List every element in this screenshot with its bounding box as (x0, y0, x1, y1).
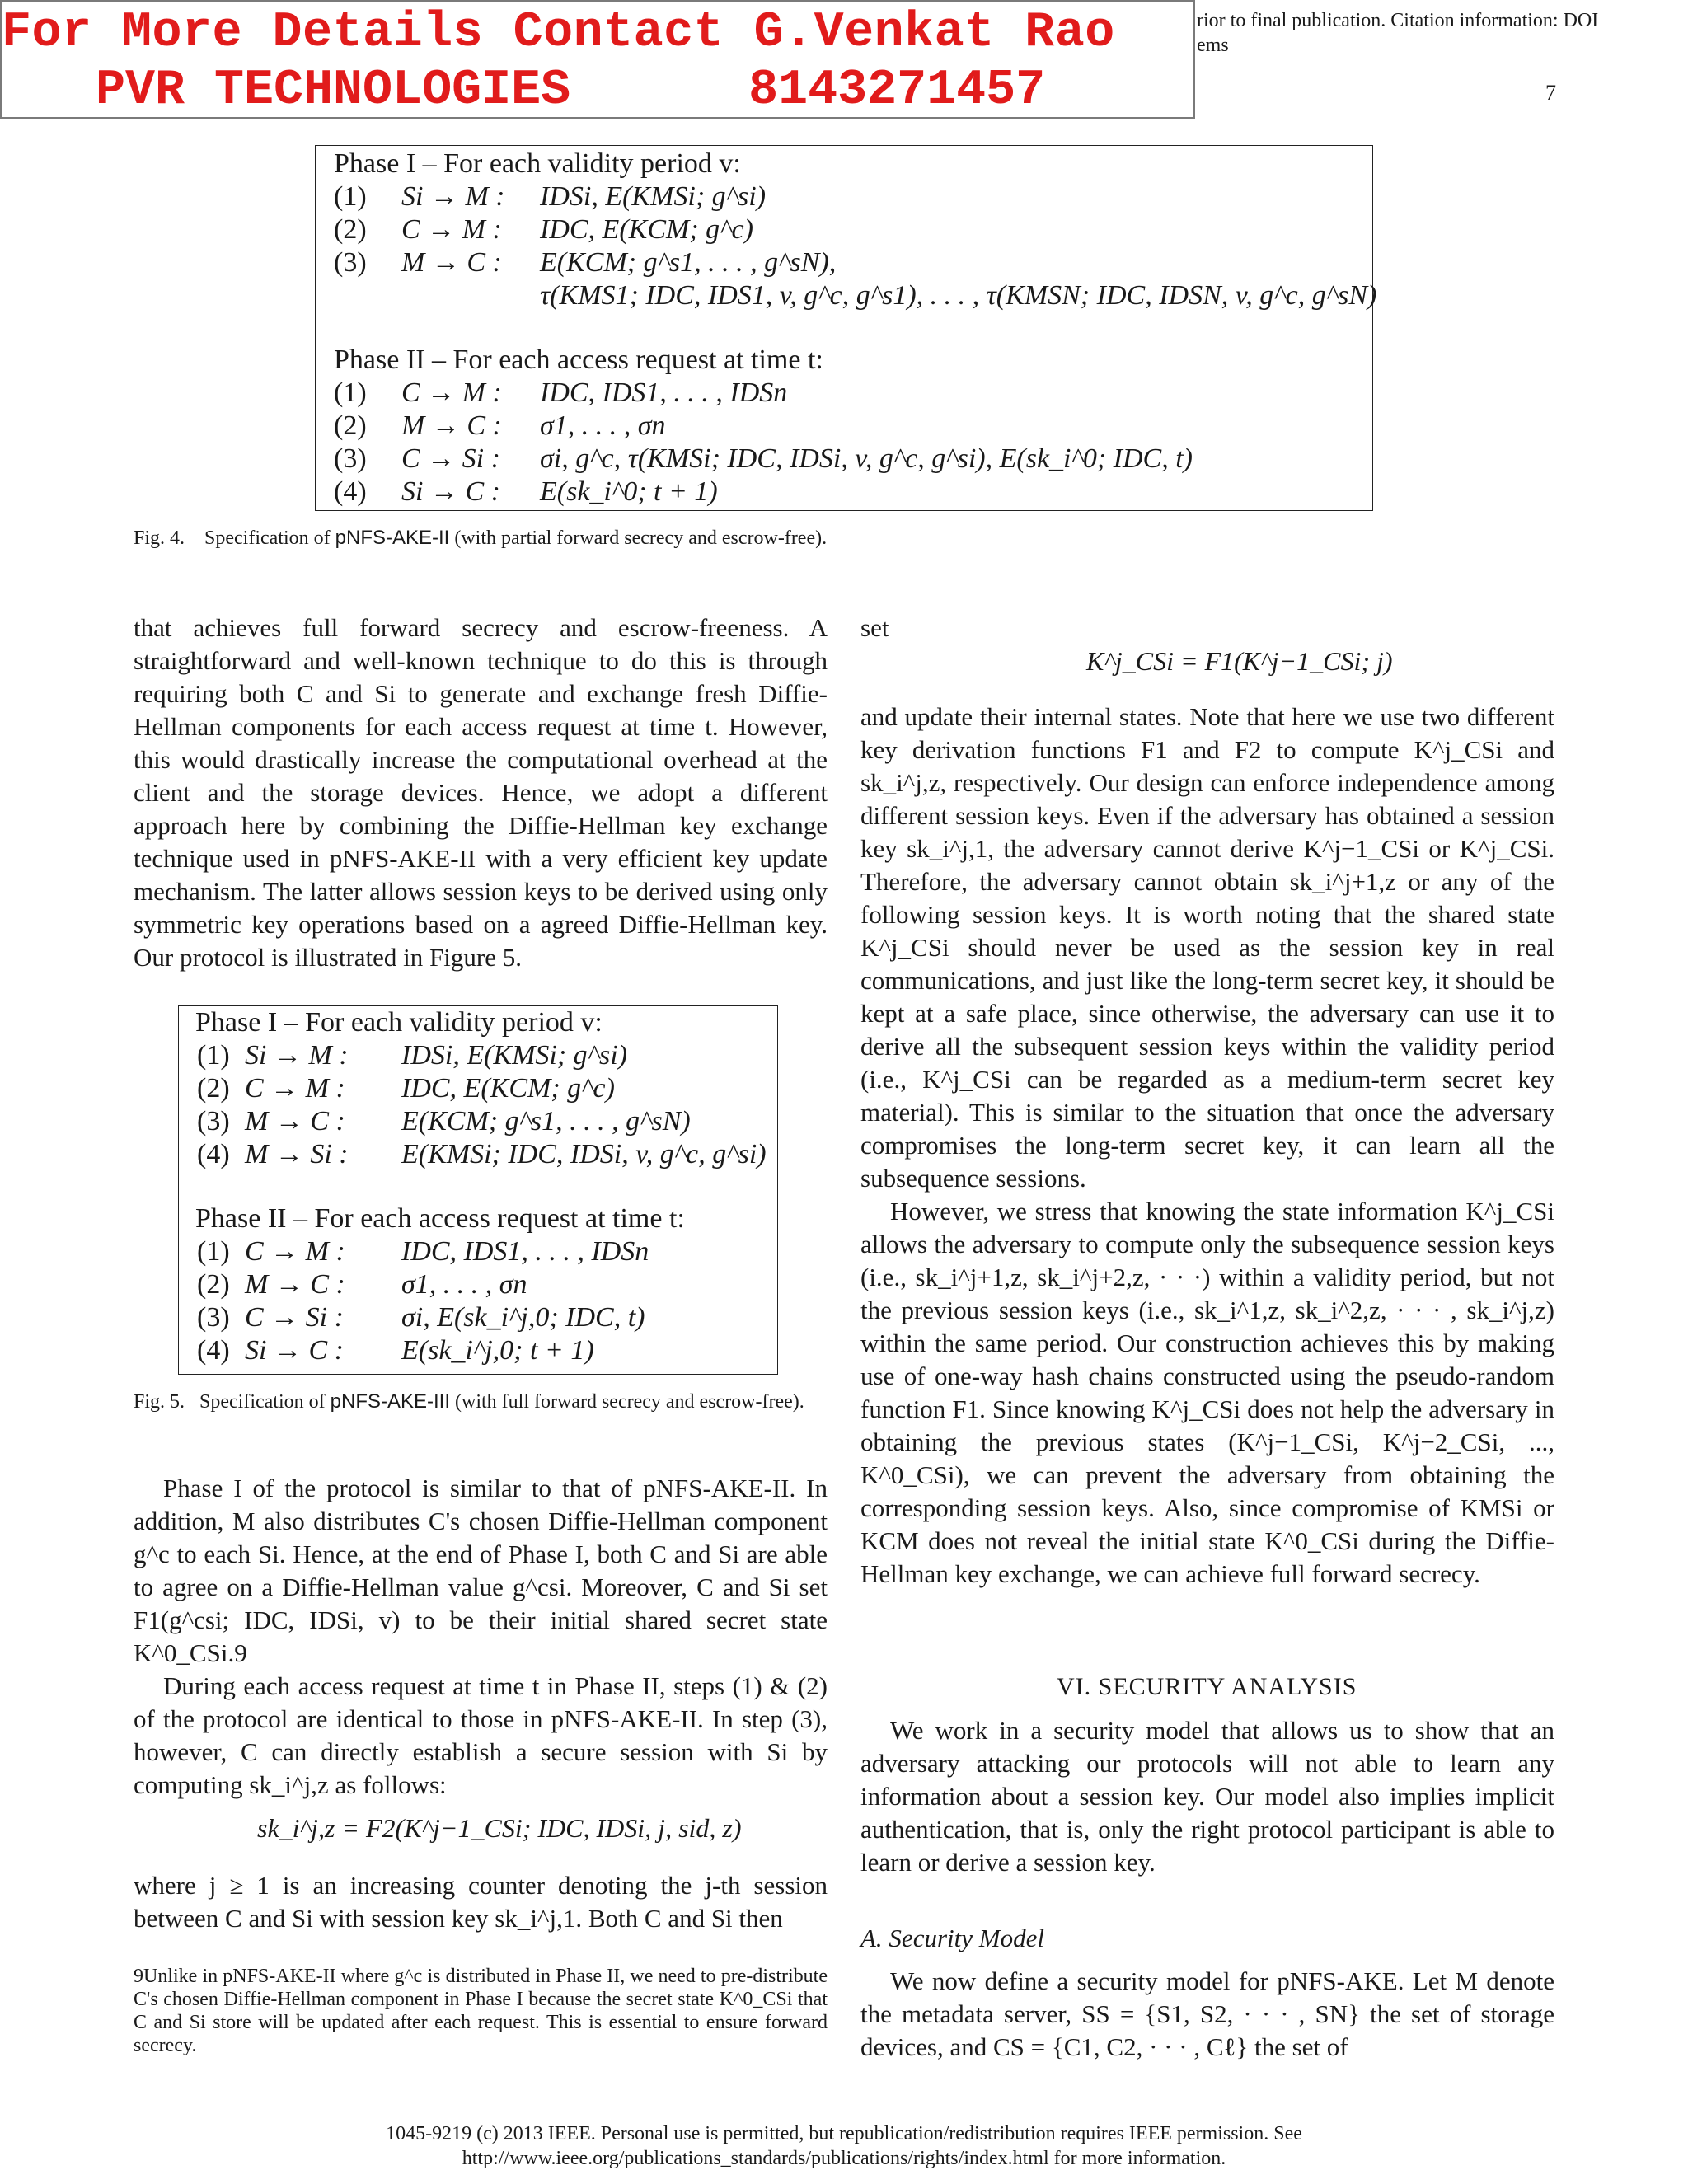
left-column-paragraph-1: that achieves full forward secrecy and escrow-freeness. A straightforward and well-known technique to do this is through requiring both C and Si to generate and exchange fresh Diffie-Hellman components for each access request at time t. However, this would drastically increase the computational overhead at the client and the storage devices. Hence, we adopt a different approach here by combining the Diffie-Hellman key exchange technique used in pNFS-AKE-II with a very efficient key update mechanism. The latter allows session keys to be derived using only symmetric key operations based on a agreed Diffie-Hellman key. Our protocol is illustrated in Figure 5. (134, 613, 828, 972)
fig5-phase1-message-1: IDSi, E(KMSi; g^si) (401, 1040, 628, 1071)
fig5-phase1-step-3: M → C : (245, 1106, 345, 1137)
page-number: 7 (1545, 81, 1556, 105)
section-heading: VI. SECURITY ANALYSIS (1057, 1673, 1357, 1700)
fig4-phase1-number-2: (2) (334, 214, 367, 245)
figure-5-box (178, 1005, 778, 1375)
fig4-phase1-number-3: (3) (334, 247, 367, 278)
fig5-phase1-message-4: E(KMSi; IDC, IDSi, v, g^c, g^si) (401, 1139, 767, 1169)
right-column-paragraph-4: We now define a security model for pNFS-AKE. Let M denote the metadata server, SS = {S1, S2, · · · , SN} the set of storage devices, and CS = {C1, C2, · · · , Cℓ} the set of (860, 1966, 1554, 2061)
right-column-paragraph-1: and update their internal states. Note that here we use two different key derivation functions F1 and F2 to compute K^j_CSi and sk_i^j,z, respectively. Our design can enforce independence among different session keys. Even if the adversary has obtained a session key sk_i^j,1, the adversary cannot derive K^j−1_CSi or K^j_CSi. Therefore, the adversary cannot obtain sk_i^j+1,z or any of the following session keys. It is worth noting that the shared state K^j_CSi should never be used as the session key in real communications, and just like the long-term secret key, it should be kept at a safe place, since otherwise, the adversary can use it to derive all the subsequent session keys within the validity period (i.e., K^j_CSi can be regarded as a medium-term secret key material). This is similar to the situation that once the adversary compromises the long-term secret key, it can learn all the subsequence sessions. (860, 702, 1554, 1193)
right-column-set: set (860, 613, 889, 642)
fig4-phase2-message-4: E(sk_i^0; t + 1) (540, 476, 718, 507)
fig4-phase2-message-1: IDC, IDS1, . . . , IDSn (540, 377, 788, 408)
fig5-phase1-number-4: (4) (197, 1139, 230, 1169)
fig5-phase1-title: Phase I – For each validity period v: (195, 1007, 603, 1038)
fig4-phase2-message-3: σi, g^c, τ(KMSi; IDC, IDSi, v, g^c, g^si), E(sk_i^0; IDC, t) (540, 443, 1193, 474)
figure-5-caption: Fig. 5. Specification of pNFS-AKE-III (with full forward secrecy and escrow-free). (134, 1390, 804, 1413)
fig5-phase1-number-1: (1) (197, 1040, 230, 1071)
fig5-phase2-number-2: (2) (197, 1269, 230, 1300)
fig5-phase2-step-2: M → C : (245, 1269, 345, 1300)
banner-line-2: PVR TECHNOLOGIES 8143271457 (96, 63, 1046, 119)
banner-line-1: For More Details Contact G.Venkat Rao (2, 5, 1115, 61)
fig5-phase2-message-2: σ1, . . . , σn (401, 1269, 528, 1300)
figure-4-caption: Fig. 4. Specification of pNFS-AKE-II (with partial forward secrecy and escrow-free). (134, 527, 828, 549)
fig5-phase1-number-2: (2) (197, 1073, 230, 1104)
left-column-paragraph-2: Phase I of the protocol is similar to that of pNFS-AKE-II. In addition, M also distributes C's chosen Diffie-Hellman component g^c to each Si. Hence, at the end of Phase I, both C and Si are able to agree on a Diffie-Hellman value g^csi. Moreover, C and Si set F1(g^csi; IDC, IDSi, v) to be their initial shared secret state K^0_CSi.9 (134, 1474, 828, 1667)
fig5-phase2-title: Phase II – For each access request at time t: (195, 1203, 685, 1234)
contact-banner (0, 0, 1195, 119)
fig5-phase1-message-3: E(KCM; g^s1, . . . , g^sN) (401, 1106, 691, 1137)
left-column-paragraph-4: where j ≥ 1 is an increasing counter denoting the j-th session between C and Si with session key sk_i^j,1. Both C and Si then (134, 1871, 828, 1933)
fig4-phase2-number-2: (2) (334, 410, 367, 441)
right-column-paragraph-3: We work in a security model that allows us to show that an adversary attacking our protocols will not able to learn any information about a session key. Our model also implies implicit authentication, that is, only the right protocol participant is able to learn or derive a session key. (860, 1716, 1554, 1877)
running-header-line-2: ems (1197, 35, 1229, 56)
fig4-phase1-step-1: Si → M : (401, 181, 505, 212)
fig4-phase1-step-3: M → C : (401, 247, 502, 278)
figure-4-box (315, 145, 1377, 511)
fig5-phase2-message-3: σi, E(sk_i^j,0; IDC, t) (401, 1302, 645, 1333)
fig5-phase2-step-4: Si → C : (245, 1335, 344, 1366)
fig4-phase1-message-3: E(KCM; g^s1, . . . , g^sN), (540, 247, 837, 278)
fig4-phase1-message-2: IDC, E(KCM; g^c) (540, 214, 753, 245)
fig5-phase1-step-2: C → M : (245, 1073, 345, 1104)
fig4-phase1-step-2: C → M : (401, 214, 502, 245)
footnote-9: 9Unlike in pNFS-AKE-II where g^c is distributed in Phase II, we need to pre-distribute C's chosen Diffie-Hellman component in Phase I because the secret state K^0_CSi that C and Si store will be updated after each request. This is essential to ensure forward secrecy. (134, 1966, 828, 2056)
fig5-phase2-number-1: (1) (197, 1236, 230, 1267)
fig5-phase1-message-2: IDC, E(KCM; g^c) (401, 1073, 615, 1104)
fig4-phase2-title: Phase II – For each access request at time t: (334, 344, 823, 375)
fig5-phase1-step-4: M → Si : (245, 1139, 349, 1169)
fig4-phase2-step-4: Si → C : (401, 476, 500, 507)
fig5-phase2-step-1: C → M : (245, 1236, 345, 1267)
fig4-phase2-step-1: C → M : (401, 377, 502, 408)
fig4-phase2-number-3: (3) (334, 443, 367, 474)
right-column-paragraph-2: However, we stress that knowing the state information K^j_CSi allows the adversary to compute only the subsequence session keys (i.e., sk_i^j+1,z, sk_i^j+2,z, · · ·) within a validity period, but not the previous session keys (i.e., sk_i^1,z, sk_i^2,z, · · · , sk_i^j,z) within the same period. Our construction achieves this by making use of one-way hash chains constructed using the pseudo-random function F1. Since knowing K^j_CSi does not help the adversary in obtaining the previous states (K^j−1_CSi, K^j−2_CSi, ..., K^0_CSi), we can prevent the adversary from obtaining the corresponding session keys. Also, since compromise of KMSi or KCM does not reveal the initial state K^0_CSi during the Diffie-Hellman key exchange, we can achieve full forward secrecy. (860, 1197, 1554, 1588)
left-column-paragraph-3: During each access request at time t in Phase II, steps (1) & (2) of the protocol are identical to those in pNFS-AKE-II. In step (3), however, C can directly establish a secure session with Si by computing sk_i^j,z as follows: (134, 1671, 828, 1799)
footer-line-1: 1045-9219 (c) 2013 IEEE. Personal use is permitted, but republication/redistribution requires IEEE permission. See (386, 2123, 1302, 2144)
fig5-phase2-message-4: E(sk_i^j,0; t + 1) (401, 1335, 594, 1366)
fig4-phase2-message-2: σ1, . . . , σn (540, 410, 666, 441)
fig4-phase1-title: Phase I – For each validity period v: (334, 148, 741, 179)
running-header-line-1: rior to final publication. Citation information: DOI (1197, 10, 1599, 31)
fig4-phase1-number-1: (1) (334, 181, 367, 212)
right-column-equation: K^j_CSi = F1(K^j−1_CSi; j) (1086, 646, 1393, 676)
fig4-phase1-message-4: τ(KMS1; IDC, IDS1, v, g^c, g^s1), . . . , τ(KMSN; IDC, IDSN, v, g^c, g^sN) (540, 280, 1377, 311)
fig5-phase2-number-4: (4) (197, 1335, 230, 1366)
fig5-phase2-number-3: (3) (197, 1302, 230, 1333)
left-column-equation: sk_i^j,z = F2(K^j−1_CSi; IDC, IDSi, j, sid, z) (257, 1813, 742, 1843)
fig4-phase2-step-2: M → C : (401, 410, 502, 441)
subsection-heading: A. Security Model (860, 1924, 1044, 1952)
footer-line-2: http://www.ieee.org/publications_standards/publications/rights/index.html for more information. (462, 2148, 1226, 2169)
fig5-phase2-message-1: IDC, IDS1, . . . , IDSn (401, 1236, 649, 1267)
fig5-phase2-step-3: C → Si : (245, 1302, 344, 1333)
fig5-phase1-number-3: (3) (197, 1106, 230, 1137)
fig4-phase1-message-1: IDSi, E(KMSi; g^si) (540, 181, 767, 212)
fig4-phase2-step-3: C → Si : (401, 443, 500, 474)
fig4-phase2-number-4: (4) (334, 476, 367, 507)
fig5-phase1-step-1: Si → M : (245, 1040, 349, 1071)
fig4-phase2-number-1: (1) (334, 377, 367, 408)
